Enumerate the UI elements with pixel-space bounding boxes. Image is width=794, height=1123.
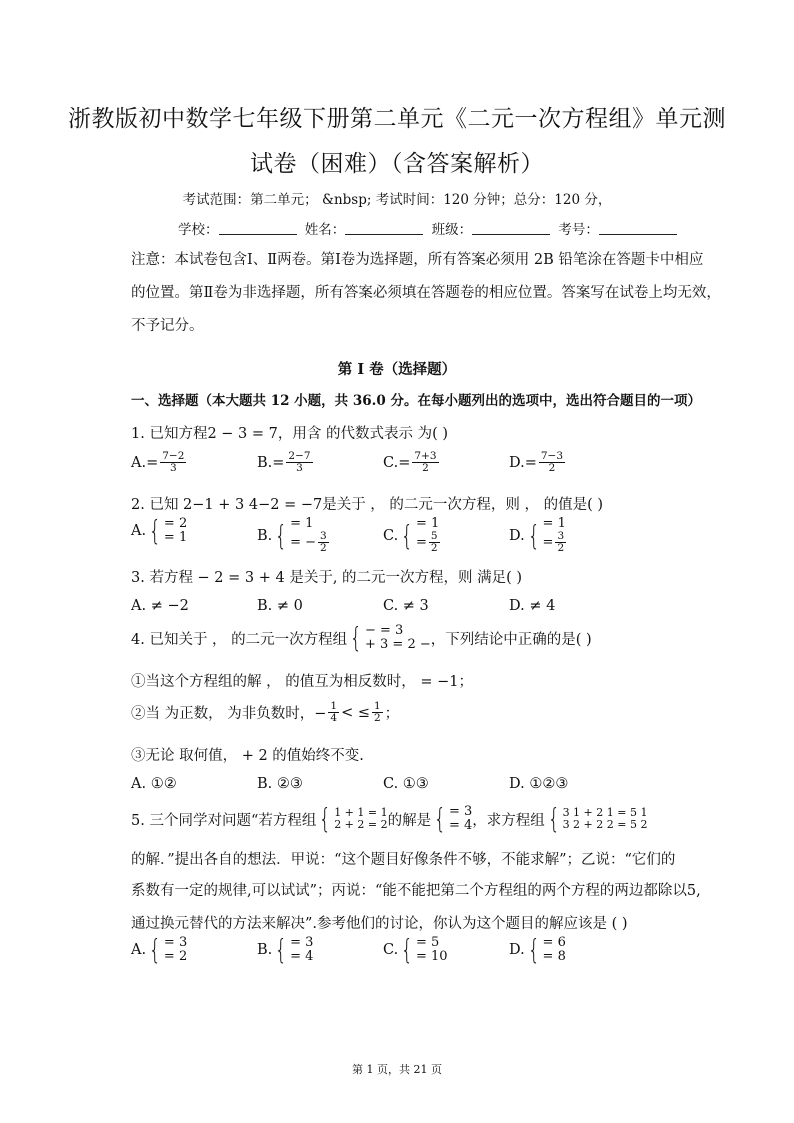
q5-option-a: A. { = 3 = 2 (131, 933, 188, 967)
q4-statement-2: ②当 为正数， 为非负数时，− $\frac{1}{4}$ < ≤ $\frac{1}{2}$ ； (131, 700, 400, 725)
class-label: 班级： (431, 222, 473, 238)
number-blank (599, 222, 677, 235)
q1-option-a: A. = $\frac{7-2}{3}$ (131, 450, 185, 475)
title-line-1: 浙教版初中数学七年级下册第二单元《二元一次方程组》单元测 (68, 106, 726, 132)
q2-option-a: A. { = 2 = 1 (131, 514, 188, 548)
q4-option-d: D. ①②③ (509, 776, 569, 792)
school-label: 学校： (178, 222, 219, 238)
q1-b-fraction: $\frac{2-7}{3}$ (288, 450, 311, 475)
name-blank (345, 222, 423, 235)
q3-option-c: C. ≠ 3 (383, 598, 429, 614)
number-label: 考号： (558, 222, 599, 238)
q2-stem: 2. 已知 2−1 + 3 4−2 = −7是关于 ， 的二元一次方程，则 ， 的值是( ) (131, 497, 604, 513)
q1-option-d: D. = $\frac{7-3}{2}$ (509, 450, 564, 475)
q4-stem: 4. 已知关于 ， 的二元一次方程组 { − = 3 + 3 = 2 − ，下列结论中正确的是( ) (131, 621, 592, 655)
q2-option-d: D. { = 1 = $\frac{3}{2}$ (509, 516, 566, 555)
q1-d-fraction: $\frac{7-3}{2}$ (540, 450, 564, 475)
q4-statement-1: ①当这个方程组的解 ， 的值互为相反数时， = −1； (131, 674, 473, 690)
student-fields (178, 218, 681, 238)
q3-option-b: B. ≠ 0 (257, 598, 303, 614)
class-blank (472, 222, 550, 235)
q4-option-a: A. ①② (131, 776, 177, 792)
part-heading: 一、选择题（本大题共 12 小题，共 36.0 分。在每小题列出的选项中，选出符合题目的一项） (131, 393, 701, 409)
notice-line-2: 的位置。第Ⅱ卷为非选择题，所有答案必须填在答题卷的相应位置。答案写在试卷上均无效， (131, 285, 721, 301)
q4-option-b: B. ②③ (257, 776, 303, 792)
section-title: 第 I 卷（选择题） (337, 361, 457, 378)
q3-stem: 3. 若方程 − 2 = 3 + 4 是关于, 的二元一次方程，则 满足( ) (131, 570, 523, 586)
q1-a-fraction: $\frac{7-2}{3}$ (162, 450, 185, 475)
q1-c-fraction: $\frac{7+3}{2}$ (414, 450, 437, 475)
q3-option-a: A. ≠ −2 (131, 598, 189, 614)
q1-option-c: C. = $\frac{7+3}{2}$ (383, 450, 437, 475)
page-footer: 第 1 页，共 21 页 (352, 1063, 442, 1076)
q5-option-d: D. { = 6 = 8 (509, 933, 566, 967)
q2-option-c: C. { = 1 = $\frac{5}{2}$ (383, 516, 440, 555)
q5-option-b: B. { = 3 = 4 (257, 933, 314, 967)
notice-line-1: 注意：本试卷包含Ⅰ、Ⅱ两卷。第Ⅰ卷为选择题，所有答案必须用 2B 铅笔涂在答题卡中相应 (131, 252, 704, 268)
q4-option-c: C. ①③ (383, 776, 429, 792)
q5-option-c: C. { = 5 = 10 (383, 933, 448, 967)
exam-info: 考试范围：第二单元； &nbsp; 考试时间：120 分钟；总分：120 分， (182, 192, 612, 208)
q3-option-d: D. ≠ 4 (509, 598, 556, 614)
notice-line-3: 不予记分。 (131, 318, 204, 334)
q1-option-b: B. = $\frac{2-7}{3}$ (257, 450, 311, 475)
school-blank (219, 222, 297, 235)
q5-line-4: 通过换元替代的方法来解决”.参考他们的讨论，你认为这个题目的解应该是 ( ) (131, 916, 628, 932)
q4-statement-3: ③无论 取何值， + 2 的值始终不变. (131, 748, 364, 764)
q5-line-2: 的解．”提出各自的想法．甲说：“这个题目好像条件不够，不能求解”；乙说：“它们的 (131, 852, 676, 868)
name-label: 姓名： (304, 222, 346, 238)
title-line-2: 试卷（困难）（含答案解析） (250, 151, 544, 177)
q5-stem: 5. 三个同学对问题“若方程组 { 1 + 1 = 1 2 + 2 = 2 的解是 { = 3 = 4 ，求方程组 { 3 1 + 2 1 = 5 1 3 2 + 2 2 = 5 2 (131, 802, 648, 836)
q2-option-b: B. { = 1 = − $\frac{3}{2}$ (257, 516, 327, 555)
q5-options (131, 933, 691, 976)
q1-stem: 1. 已知方程2 − 3 = 7，用含 的代数式表示 为( ) (131, 426, 448, 442)
q5-line-3: 系数有一定的规律,可以试试”；丙说：“能不能把第二个方程组的两个方程的两边都除以5, (131, 883, 701, 899)
q2-options (131, 514, 691, 557)
